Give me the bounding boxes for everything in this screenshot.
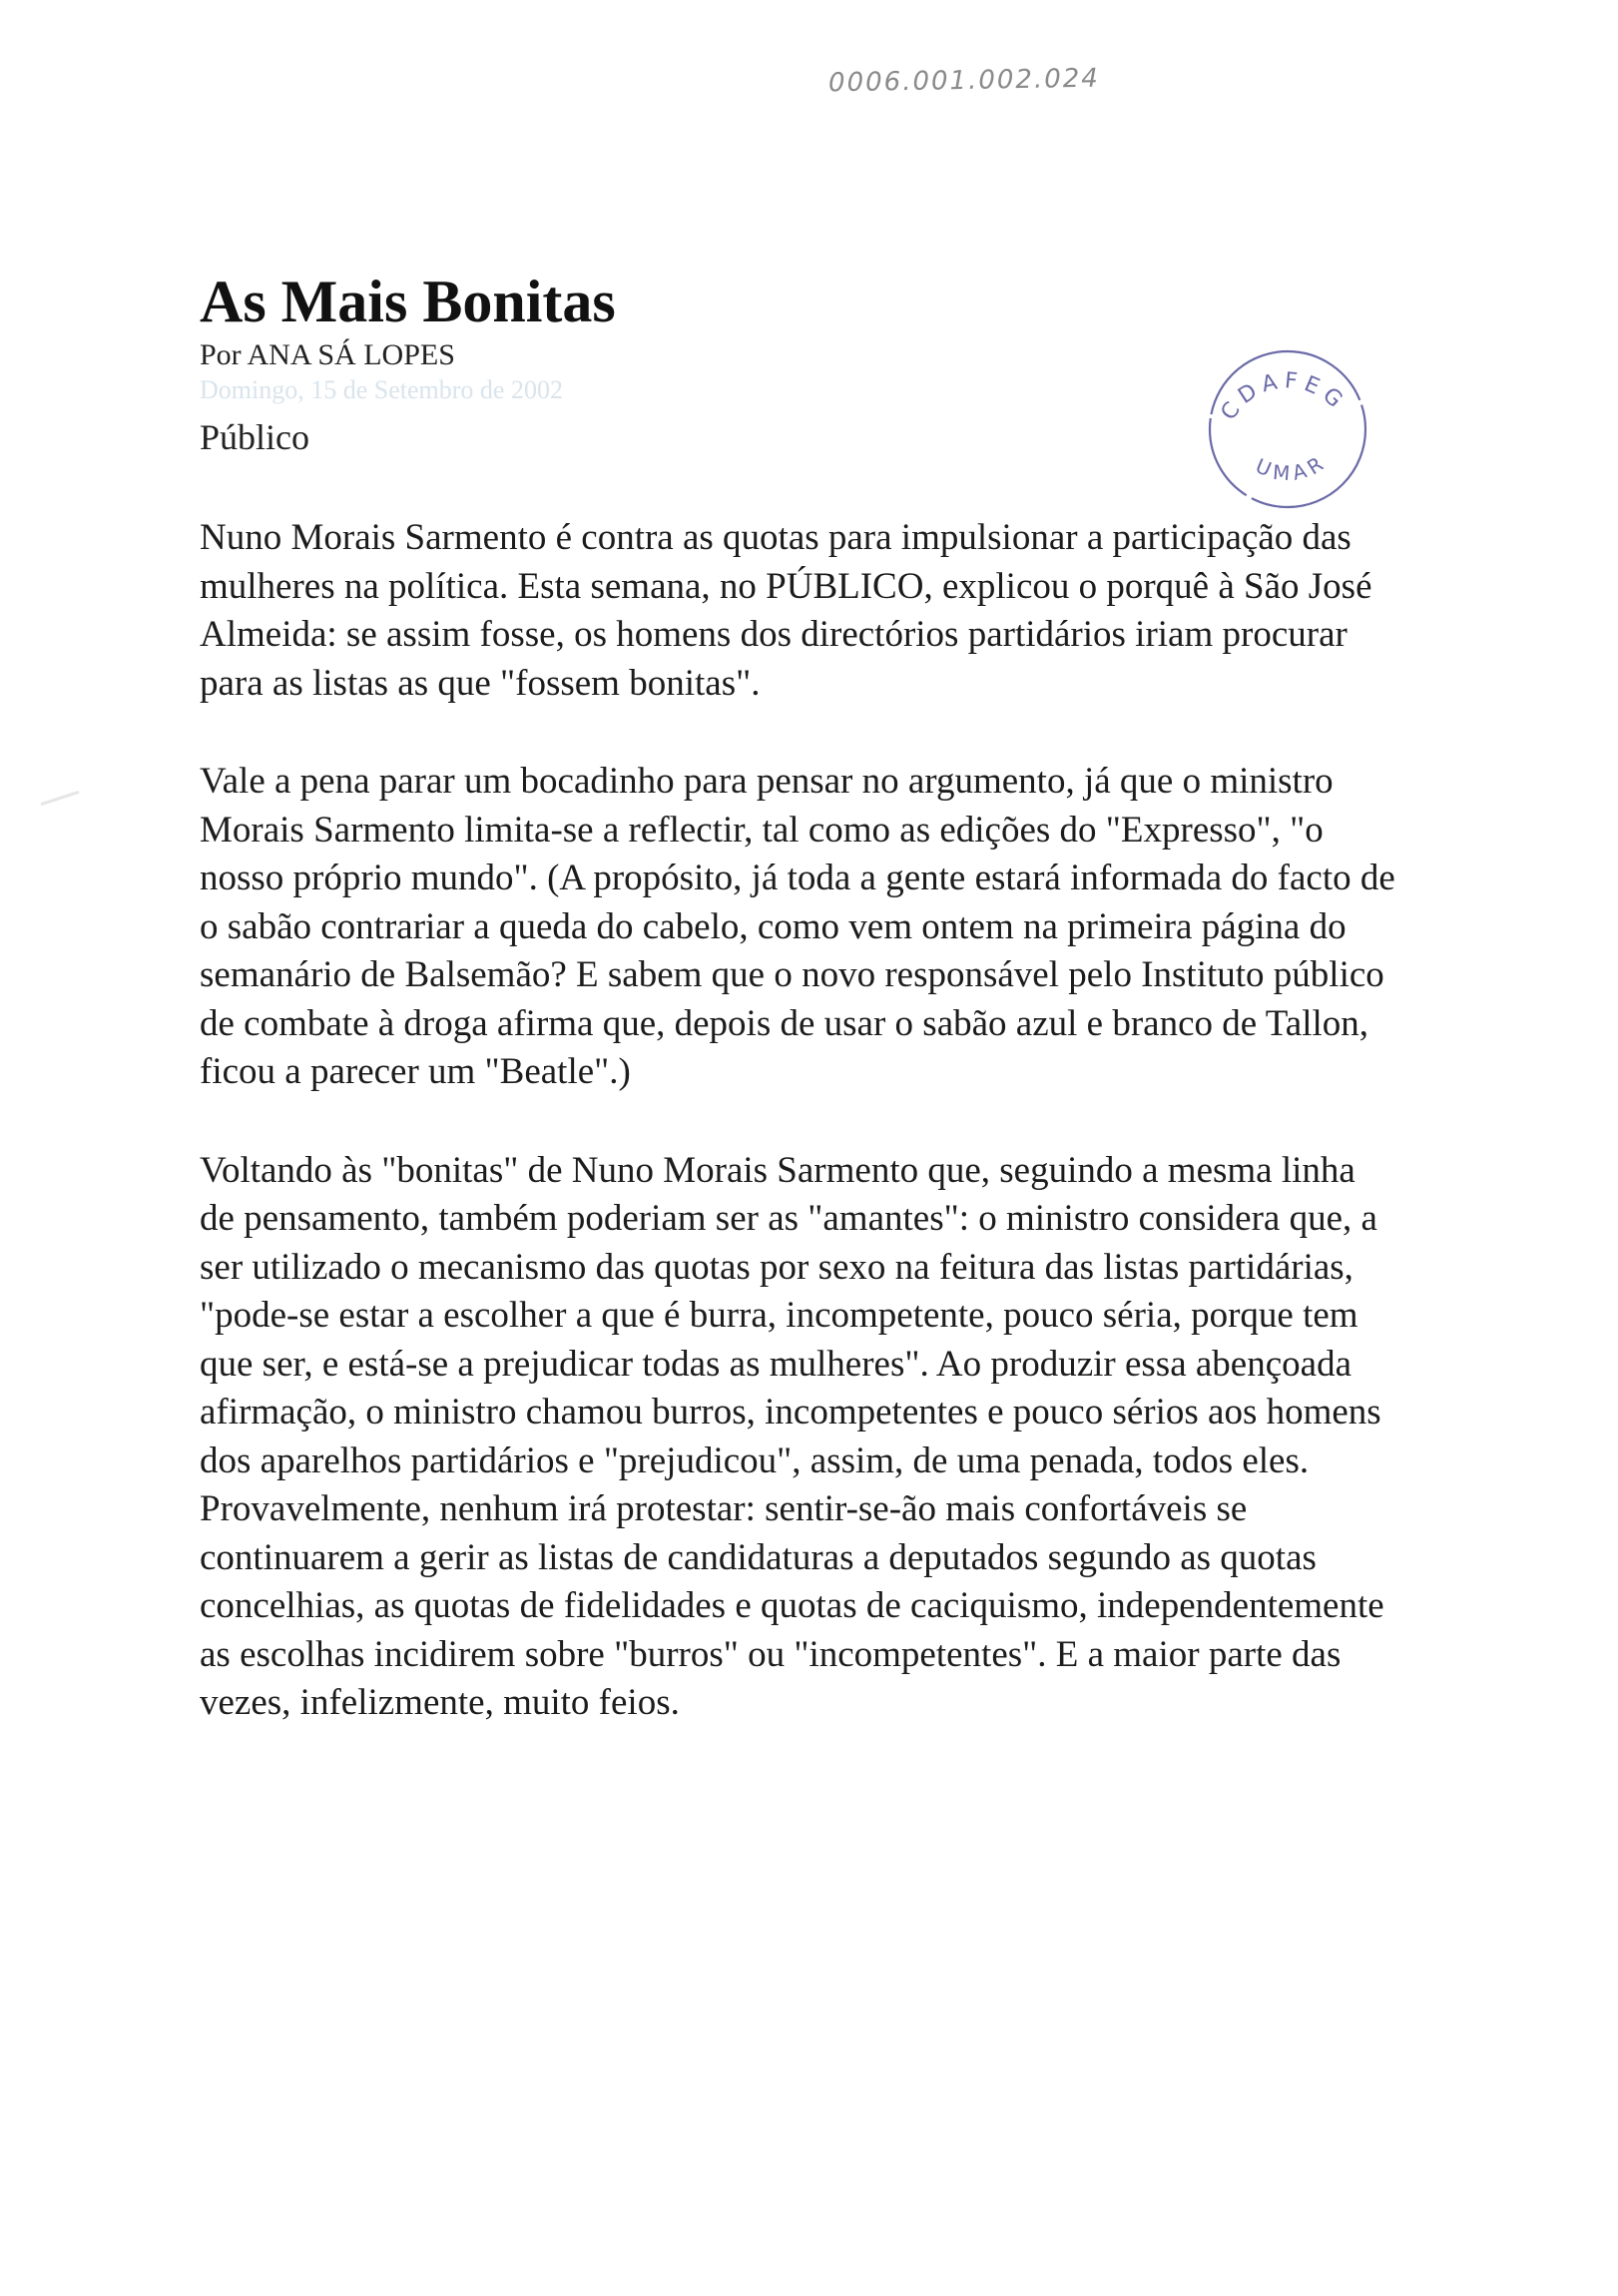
archive-stamp: [1198, 339, 1377, 519]
stamp-text-top: CDAFEG: [1216, 368, 1351, 425]
article-body: [200, 514, 1397, 1778]
article-header: [200, 268, 1198, 461]
article-paragraph-2: Vale a pena parar um bocadinho para pensar no argumento, já que o ministro Morais Sarmento limita-se a reflectir, tal como as edições do "Expresso", "o nosso próprio mundo". (A propósito, já toda a gente estará informada do facto de o sabão contrariar a queda do cabelo, como vem ontem na primeira página do semanário de Balsemão? E sabem que o novo responsável pelo Instituto público de combate à droga afirma que, depois de usar o sabão azul e branco de Tallon, ficou a parecer um "Beatle".): [200, 761, 1395, 1092]
article-title: As Mais Bonitas: [200, 269, 616, 334]
article-paragraph-1: Nuno Morais Sarmento é contra as quotas para impulsionar a participação das mulheres na política. Esta semana, no PÚBLICO, explicou o porquê à São José Almeida: se assim fosse, os homens dos directórios partidários iriam procurar para as listas as que "fossem bonitas".: [200, 517, 1372, 704]
svg-text:CDAFEG: [1217, 368, 1351, 425]
article-date: Domingo, 15 de Setembro de 2002: [200, 375, 563, 404]
archive-reference-code: 0006.001.002.024: [827, 63, 1101, 99]
article-paragraph-3: Voltando às "bonitas" de Nuno Morais Sarmento que, seguindo a mesma linha de pensamento, também poderiam ser as "amantes": o ministro considera que, a ser utilizado o mecanismo das quotas por sexo na feitura das listas partidárias, "pode-se estar a escolher a que é burra, incompetente, pouco séria, porque tem que ser, e está-se a prejudicar todas as mulheres". Ao produzir essa abençoada afirmação, o ministro chamou burros, incompetentes e pouco sérios aos homens dos aparelhos partidários e "prejudicou", assim, de uma penada, todos eles. Provavelmente, nenhum irá protestar: sentir-se-ão mais confortáveis se continuarem a gerir as listas de candidaturas a deputados segundo as quotas concelhias, as quotas de fidelidades e quotas de caciquismo, independentemente as escolhas incidirem sobre "burros" ou "incompetentes". E a maior parte das vezes, infelizmente, muito feios.: [200, 1149, 1384, 1723]
stamp-text-bottom: UMAR: [1252, 448, 1332, 486]
article-source: Público: [200, 417, 310, 457]
svg-text:UMAR: [1252, 449, 1332, 485]
stamp-seal-icon: [1198, 339, 1377, 519]
article-author: Por ANA SÁ LOPES: [200, 338, 455, 371]
scan-artifact: [41, 791, 80, 806]
